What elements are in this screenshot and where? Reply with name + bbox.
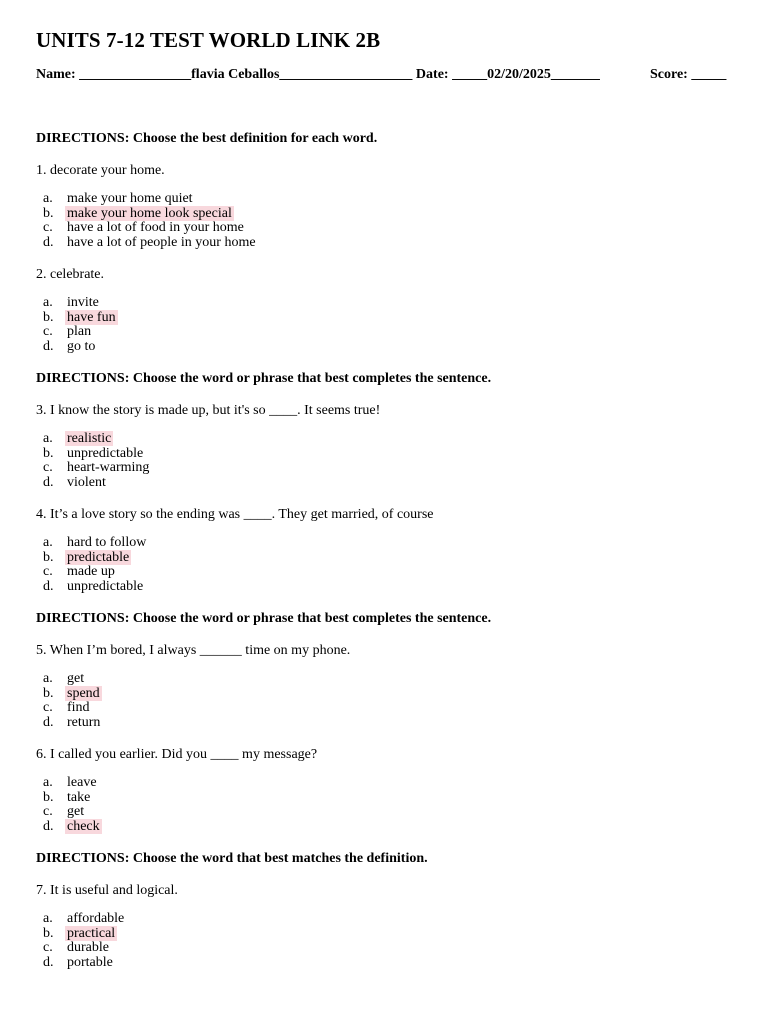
- answer-options: [43, 672, 102, 730]
- option-text: get: [67, 671, 85, 686]
- option-text: make your home quiet: [67, 191, 193, 206]
- directions-heading: DIRECTIONS: Choose the word that best matches the definition.: [36, 851, 428, 866]
- directions-heading: DIRECTIONS: Choose the word or phrase that best completes the sentence.: [36, 371, 492, 386]
- option-text: get: [67, 804, 85, 819]
- answer-option[interactable]: [43, 941, 124, 956]
- question-prompt: 2. celebrate.: [36, 267, 105, 282]
- highlighted-answer-text: make your home look special: [67, 205, 232, 221]
- question-prompt: 3. I know the story is made up, but it's so ____. It seems true!: [36, 403, 381, 418]
- question-prompt: 6. I called you earlier. Did you ____ my message?: [36, 747, 318, 762]
- answer-option[interactable]: [43, 565, 146, 580]
- answer-options: [43, 192, 256, 250]
- option-text: made up: [67, 564, 115, 579]
- answer-option[interactable]: [43, 672, 102, 687]
- answer-option[interactable]: [43, 536, 146, 551]
- option-letter: d.: [43, 474, 54, 490]
- option-letter: b.: [43, 205, 54, 221]
- answer-option[interactable]: [43, 461, 149, 476]
- answer-option[interactable]: [43, 956, 124, 971]
- option-text: find: [67, 700, 90, 715]
- answer-option[interactable]: [43, 927, 124, 942]
- question-prompt: 1. decorate your home.: [36, 163, 165, 178]
- test-page: [36, 0, 736, 1024]
- highlighted-answer-text: predictable: [67, 549, 130, 565]
- highlighted-answer-text: realistic: [67, 431, 112, 446]
- option-letter: a.: [43, 671, 53, 686]
- answer-option[interactable]: [43, 296, 118, 311]
- option-letter: b.: [43, 309, 54, 325]
- answer-option[interactable]: [43, 447, 149, 462]
- answer-option[interactable]: [43, 912, 124, 927]
- answer-option[interactable]: [43, 805, 102, 820]
- option-letter: d.: [43, 714, 54, 730]
- option-letter: b.: [43, 925, 54, 941]
- option-letter: b.: [43, 685, 54, 701]
- option-letter: a.: [43, 775, 53, 790]
- option-text: take: [67, 789, 91, 805]
- option-letter: a.: [43, 295, 53, 310]
- student-info-line: [36, 67, 728, 83]
- option-text: unpredictable: [67, 445, 144, 461]
- answer-option[interactable]: [43, 716, 102, 731]
- highlighted-answer-text: check: [67, 818, 100, 834]
- answer-options: [43, 776, 102, 834]
- option-letter: a.: [43, 535, 53, 550]
- option-text: unpredictable: [67, 578, 144, 594]
- option-text: leave: [67, 775, 97, 790]
- option-text: durable: [67, 940, 109, 955]
- option-text: return: [67, 714, 101, 730]
- question-prompt: 4. It’s a love story so the ending was ____. They get married, of course: [36, 507, 434, 522]
- answer-option[interactable]: [43, 192, 256, 207]
- answer-option[interactable]: [43, 311, 118, 326]
- answer-option[interactable]: [43, 687, 102, 702]
- option-text: have a lot of food in your home: [67, 220, 244, 235]
- answer-option[interactable]: [43, 325, 118, 340]
- highlighted-answer-text: spend: [67, 685, 100, 701]
- option-letter: a.: [43, 911, 53, 926]
- question-prompt: 5. When I’m bored, I always ______ time on my phone.: [36, 643, 351, 658]
- option-text: plan: [67, 324, 92, 339]
- answer-option[interactable]: [43, 580, 146, 595]
- option-letter: d.: [43, 234, 54, 250]
- option-letter: d.: [43, 338, 54, 354]
- answer-option[interactable]: [43, 776, 102, 791]
- answer-option[interactable]: [43, 476, 149, 491]
- option-text: affordable: [67, 911, 125, 926]
- option-text: hard to follow: [67, 535, 147, 550]
- option-letter: c.: [43, 460, 53, 475]
- option-letter: c.: [43, 564, 53, 579]
- directions-heading: DIRECTIONS: Choose the best definition for each word.: [36, 131, 378, 146]
- answer-options: [43, 296, 118, 354]
- highlighted-answer-text: practical: [67, 925, 116, 941]
- option-letter: a.: [43, 431, 53, 446]
- option-letter: c.: [43, 220, 53, 235]
- page-title: UNITS 7-12 TEST WORLD LINK 2B: [36, 28, 381, 52]
- option-letter: a.: [43, 191, 53, 206]
- option-text: violent: [67, 474, 106, 490]
- option-letter: b.: [43, 549, 54, 565]
- question-prompt: 7. It is useful and logical.: [36, 883, 178, 898]
- option-text: invite: [67, 295, 99, 310]
- option-letter: c.: [43, 324, 53, 339]
- option-letter: b.: [43, 789, 54, 805]
- answer-option[interactable]: [43, 701, 102, 716]
- option-text: heart-warming: [67, 460, 150, 475]
- option-letter: d.: [43, 578, 54, 594]
- answer-option[interactable]: [43, 207, 256, 222]
- answer-option[interactable]: [43, 340, 118, 355]
- score-field: Score: _____: [650, 67, 727, 82]
- answer-option[interactable]: [43, 551, 146, 566]
- answer-option[interactable]: [43, 236, 256, 251]
- option-letter: d.: [43, 818, 54, 834]
- answer-options: [43, 432, 149, 490]
- answer-option[interactable]: [43, 791, 102, 806]
- option-letter: d.: [43, 954, 54, 970]
- option-text: have a lot of people in your home: [67, 234, 256, 250]
- option-letter: c.: [43, 940, 53, 955]
- answer-option[interactable]: [43, 221, 256, 236]
- highlighted-answer-text: have fun: [67, 309, 116, 325]
- name-date-field: Name: ________________flavia Ceballos___________________ Date: _____02/20/2025_______: [36, 67, 600, 82]
- option-text: portable: [67, 954, 113, 970]
- option-letter: c.: [43, 700, 53, 715]
- answer-option[interactable]: [43, 432, 149, 447]
- answer-options: [43, 536, 146, 594]
- answer-options: [43, 912, 124, 970]
- option-letter: b.: [43, 445, 54, 461]
- answer-option[interactable]: [43, 820, 102, 835]
- option-letter: c.: [43, 804, 53, 819]
- option-text: go to: [67, 338, 96, 354]
- directions-heading: DIRECTIONS: Choose the word or phrase that best completes the sentence.: [36, 611, 492, 626]
